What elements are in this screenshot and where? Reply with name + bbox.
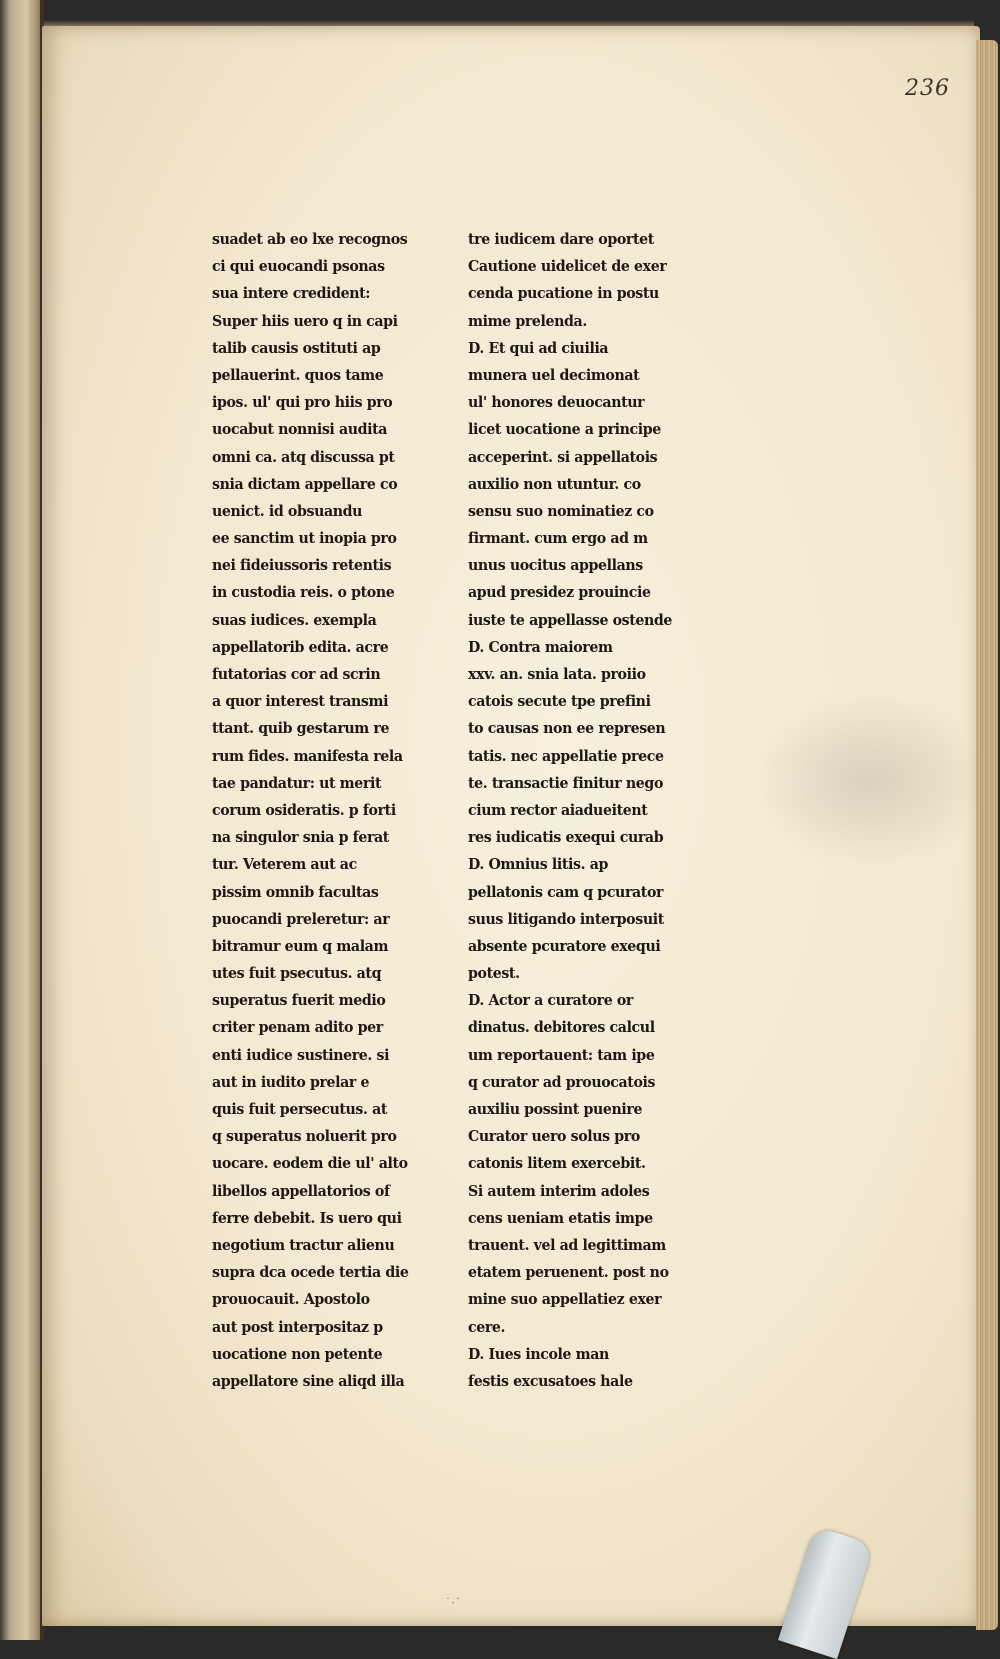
text-line: utes fuit psecutus. atq [212,965,382,983]
text-line: bitramur eum q malam [212,937,389,955]
text-line: enti iudice sustinere. si [212,1046,390,1064]
text-line: ttant. quib gestarum re [212,720,390,738]
text-line: libellos appellatorios of [212,1182,390,1200]
text-line: puocandi preleretur: ar [212,910,390,928]
text-line: munera uel decimonat [468,366,640,384]
text-line: acceperint. si appellatois [468,448,658,466]
text-line: apud presidez prouincie [468,584,651,602]
text-line: cere. [468,1318,506,1336]
text-line: appellatorib edita. acre [212,638,389,656]
text-line: suadet ab eo lxe recognos [212,231,408,248]
text-line: auxiliu possint puenire [468,1101,643,1118]
text-line: absente pcuratore exequi [468,937,661,955]
text-line: ci qui euocandi psonas [212,258,385,276]
text-line: uocatione non petente [212,1345,383,1363]
text-line: a quor interest transmi [212,693,389,711]
text-line: criter penam adito per [212,1019,383,1037]
text-line: na singulor snia p ferat [212,829,389,847]
text-line: talib causis ostituti ap [212,339,381,357]
text-line: prouocauit. Apostolo [212,1291,370,1309]
text-line: ul' honores deuocantur [468,394,645,412]
text-line: auxilio non utuntur. co [468,475,641,493]
text-line: ee sanctim ut inopia pro [212,530,397,548]
text-line: sua intere credident: [212,285,371,303]
text-line: mine suo appellatiez exer [468,1291,662,1309]
water-stain [760,700,980,860]
text-line: uenict. id obsuandu [212,502,363,520]
text-line: tur. Veterem aut ac [212,856,357,874]
text-line: Si autem interim adoles [468,1182,650,1200]
text-line: D. Actor a curatore or [468,992,633,1010]
text-line: D. Omnius litis. ap [468,856,608,874]
text-line: q superatus noluerit pro [212,1128,397,1146]
text-line: mime prelenda. [468,312,587,330]
text-line: appellatore sine aliqd illa [212,1372,405,1390]
text-line: D. Iues incole man [468,1345,609,1363]
text-line: q curator ad prouocatois [468,1073,656,1091]
text-line: nei fideiussoris retentis [212,557,392,575]
text-line: trauent. vel ad legittimam [468,1236,666,1254]
text-line: ipos. ul' qui pro hiis pro [212,394,393,412]
text-line: rum fides. manifesta rela [212,747,403,765]
text-column-right [468,226,724,1395]
text-line: supra dca ocede tertia die [212,1264,409,1282]
text-line: cenda pucatione in postu [468,285,659,303]
text-line: catois secute tpe prefini [468,693,651,711]
text-line: dinatus. debitores calcul [468,1019,655,1037]
text-line: um reportauent: tam ipe [468,1046,655,1064]
text-line: in custodia reis. o ptone [212,584,395,602]
text-line: pissim omnib facultas [212,883,379,901]
text-line: firmant. cum ergo ad m [468,530,648,548]
text-line: uocabut nonnisi audita [212,421,388,439]
text-line: etatem peruenent. post no [468,1264,669,1282]
text-line: catonis litem exercebit. [468,1155,646,1173]
text-line: potest. [468,965,520,983]
text-column-left [212,226,462,1395]
text-line: omni ca. atq discussa pt [212,448,395,466]
text-line: sensu suo nominatiez co [468,502,654,520]
text-line: corum osideratis. p forti [212,801,396,819]
text-line: licet uocatione a principe [468,421,661,439]
text-line: Curator uero solus pro [468,1128,640,1146]
text-line: festis excusatoes hale [468,1372,633,1390]
text-line: D. Et qui ad ciuilia [468,339,609,357]
text-line: iuste te appellasse ostende [468,611,673,629]
text-line: tatis. nec appellatie prece [468,747,664,765]
text-line: uocare. eodem die ul' alto [212,1155,408,1173]
folio-number: 236 [905,76,950,101]
text-line: D. Contra maiorem [468,638,613,656]
text-line: Cautione uidelicet de exer [468,258,667,276]
text-line: suas iudices. exempla [212,611,377,629]
text-line: res iudicatis exequi curab [468,829,664,847]
text-line: pellatonis cam q pcurator [468,883,664,901]
text-line: negotium tractur alienu [212,1236,395,1254]
text-line: aut in iudito prelar e [212,1073,370,1091]
text-line: ferre debebit. Is uero qui [212,1209,402,1227]
text-line: superatus fuerit medio [212,992,386,1010]
text-line: suus litigando interposuit [468,910,664,928]
text-line: te. transactie finitur nego [468,774,664,792]
text-line: tae pandatur: ut merit [212,774,382,792]
text-line: pellauerint. quos tame [212,366,384,384]
facing-page-edge [0,0,44,1640]
text-line: snia dictam appellare co [212,475,398,493]
text-line: unus uocitus appellans [468,557,643,575]
text-line: quis fuit persecutus. at [212,1101,388,1118]
text-line: futatorias cor ad scrin [212,666,381,683]
text-line: cium rector aiadueitent [468,801,648,819]
text-line: tre iudicem dare oportet [468,231,654,248]
text-line: aut post interpositaz p [212,1318,383,1336]
text-line: Super hiis uero q in capi [212,312,398,330]
gutter-mark: ˙ˑ˙ [445,1596,462,1610]
text-line: xxv. an. snia lata. proiio [468,666,646,683]
text-line: to causas non ee represen [468,720,666,738]
text-line: cens ueniam etatis impe [468,1209,653,1227]
